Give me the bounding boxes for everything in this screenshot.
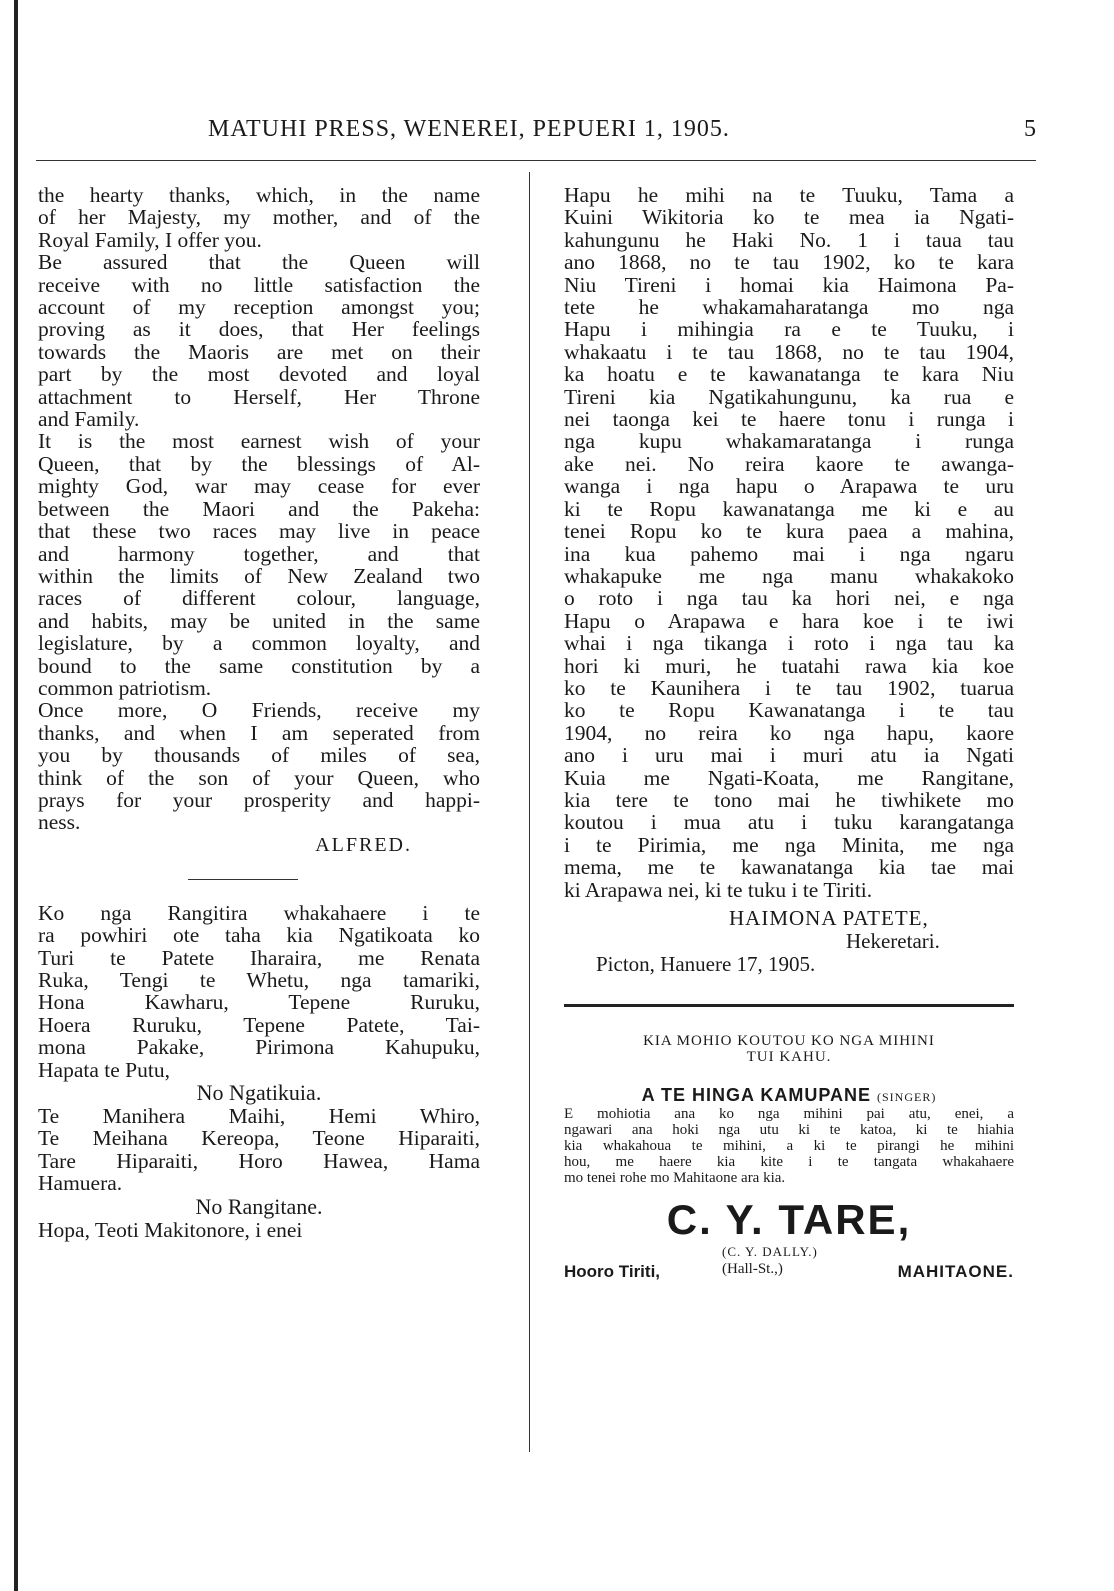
signatory-name: HAIMONA PATETE, — [729, 906, 929, 930]
text-line: nga kupu whakamaratanga i runga — [564, 429, 1014, 454]
text-line: ina kua pahemo mai i nga ngaru — [564, 541, 1014, 566]
text-line: ko te Ropu Kawanatanga i te tau — [564, 698, 1014, 723]
text-line: between the Maori and the Pakeha: — [38, 496, 480, 521]
text-line: that these two races may live in peace — [38, 519, 480, 544]
newspaper-title: MATUHI PRESS, WENEREI, PEPUERI 1, 1905. — [208, 116, 730, 142]
text-line: mo tenei rohe mo Mahitaone ara kia. — [564, 1170, 786, 1186]
text-line: ness. — [38, 810, 81, 835]
text-line: mona Pakake, Pirimona Kahupuku, — [38, 1035, 480, 1060]
text-line: races of different colour, language, — [38, 586, 480, 611]
text-line: nei taonga kei te haere tonu i runga i — [564, 407, 1014, 432]
town-name: MAHITAONE. — [897, 1262, 1014, 1281]
text-line: thanks, and when I am seperated from — [38, 720, 480, 745]
text-line: Hoera Ruruku, Tepene Patete, Tai- — [38, 1012, 480, 1037]
header-divider — [36, 160, 1036, 161]
ad-footer — [564, 1244, 1014, 1284]
text-line: ake nei. No reira kaore te awanga- — [564, 451, 1014, 476]
text-line: Be assured that the Queen will — [38, 250, 480, 275]
right-column — [564, 184, 1014, 1284]
subheading-rangitane: No Rangitane. — [195, 1193, 323, 1219]
text-line: Hopa, Teoti Makitonore, i enei — [38, 1217, 303, 1242]
maori-article-text — [564, 184, 1014, 901]
letter-signature: ALFRED. — [315, 833, 412, 856]
ad-body — [564, 1106, 1014, 1186]
maori-text-block-2 — [38, 1105, 480, 1195]
page-header — [36, 112, 1036, 152]
article-signature — [564, 907, 1014, 976]
text-line: and Family. — [38, 407, 140, 432]
text-line: prays for your prosperity and happi- — [38, 787, 480, 812]
letter-text — [38, 184, 480, 834]
text-line: ki Arapawa nei, ki te tuku i te Tiriti. — [564, 877, 873, 902]
text-line: and harmony together, and that — [38, 541, 480, 566]
column-divider — [529, 172, 530, 1452]
text-line: Hona Kawharu, Tepene Ruruku, — [38, 990, 480, 1015]
street-maori: Hooro Tiriti, — [564, 1262, 661, 1281]
text-line: tenei Ropu ko te kura paea a mahina, — [564, 519, 1014, 544]
text-line: common patriotism. — [38, 675, 212, 700]
text-line: Queen, that by the blessings of Al- — [38, 451, 480, 476]
text-line: Hapu o Arapawa e hara koe i te iwi — [564, 608, 1014, 633]
text-line: Ko nga Rangitira whakahaere i te — [38, 900, 480, 925]
text-line: tete he whakamaharatanga mo nga — [564, 295, 1014, 320]
text-line: Te Meihana Kereopa, Teone Hiparaiti, — [38, 1126, 480, 1151]
ad-heading-line-1: KIA MOHIO KOUTOU KO NGA MIHINI — [643, 1033, 935, 1049]
ad-brand — [564, 1085, 1014, 1106]
text-line: of her Majesty, my mother, and of the — [38, 205, 480, 230]
text-line: towards the Maoris are met on their — [38, 339, 480, 364]
text-line: ngawari ana hoki nga utu ki te katoa, ki te hiahia — [564, 1122, 1014, 1138]
ad-heading-line-2: TUI KAHU. — [746, 1049, 832, 1065]
text-line: you by thousands of miles of sea, — [38, 743, 480, 768]
text-line: wanga i nga hapu o Arapawa te uru — [564, 474, 1014, 499]
text-line: whai i nga tikanga i roto i nga tau ka — [564, 631, 1014, 656]
text-line: Te Manihera Maihi, Hemi Whiro, — [38, 1104, 480, 1129]
text-line: Kuini Wikitoria ko te mea ia Ngati- — [564, 205, 1014, 230]
text-line: Royal Family, I offer you. — [38, 227, 262, 252]
text-line: within the limits of New Zealand two — [38, 563, 480, 588]
text-line: kia tere te tono mai he tiwhikete mo — [564, 787, 1014, 812]
text-line: ra powhiri ote taha kia Ngatikoata ko — [38, 923, 480, 948]
text-line: whakapuke me nga manu whakakoko — [564, 563, 1014, 588]
text-line: Kuia me Ngati-Koata, me Rangitane, — [564, 765, 1014, 790]
text-line: Ruka, Tengi te Whetu, nga tamariki, — [38, 968, 480, 992]
text-line: 1904, no reira ko nga hapu, kaore — [564, 720, 1014, 745]
advertisement — [564, 1033, 1014, 1284]
text-line: proving as it does, that Her feelings — [38, 317, 480, 342]
text-line: Hamuera. — [38, 1171, 123, 1196]
text-line: ko te Kaunihera i te tau 1902, tuarua — [564, 675, 1014, 700]
text-line: hou, me haere kia kite i te tangata whakahaere — [564, 1154, 1014, 1170]
text-line: Hapu i mihingia ra e te Tuuku, i — [564, 317, 1014, 342]
text-line: bound to the same constitution by a — [38, 653, 480, 678]
text-line: Hapu he mihi na te Tuuku, Tama a — [564, 183, 1014, 207]
text-line: kia whakahoua te mihini, a ki te pirangi he mihini — [564, 1138, 1014, 1154]
ad-brand-sub: (SINGER) — [877, 1090, 937, 1104]
text-line: hori ki muri, he tuatahi rawa kia koe — [564, 653, 1014, 678]
text-line: part by the most devoted and loyal — [38, 362, 480, 387]
text-line: Tare Hiparaiti, Horo Hawea, Hama — [38, 1148, 480, 1173]
ad-brand-name: A TE HINGA KAMUPANE — [641, 1085, 871, 1105]
text-line: Turi te Patete Iharaira, me Renata — [38, 945, 480, 970]
merchant-alias: (C. Y. DALLY.) — [722, 1244, 818, 1259]
text-line: Once more, O Friends, receive my — [38, 698, 480, 723]
advertisement-divider — [564, 1004, 1014, 1007]
signature-place-date: Picton, Hanuere 17, 1905. — [596, 952, 816, 976]
text-line: whakaatu i te tau 1868, no te tau 1904, — [564, 339, 1014, 364]
left-column — [38, 184, 480, 1241]
text-line: ka hoatu e te kawanatanga te kara Niu — [564, 362, 1014, 387]
text-line: account of my reception amongst you; — [38, 295, 480, 320]
text-line: ki te Ropu kawanatanga me ki e au — [564, 496, 1014, 521]
text-line: kahungunu he Haki No. 1 i taua tau — [564, 227, 1014, 252]
section-divider — [188, 879, 298, 880]
text-line: think of the son of your Queen, who — [38, 765, 480, 790]
ad-heading — [564, 1033, 1014, 1065]
text-line: Niu Tireni i homai kia Haimona Pa- — [564, 272, 1014, 297]
maori-text-block-1 — [38, 902, 480, 1081]
page-edge-rule — [14, 0, 18, 1591]
page-number: 5 — [1024, 116, 1036, 142]
text-line: o roto i nga tau ka hori nei, e nga — [564, 586, 1014, 611]
text-line: mighty God, war may cease for ever — [38, 474, 480, 499]
text-line: koutou i mua atu i tuku karangatanga — [564, 810, 1014, 835]
maori-text-block-3 — [38, 1219, 480, 1241]
text-line: attachment to Herself, Her Throne — [38, 384, 480, 409]
text-line: E mohiotia ana ko nga mihini pai atu, enei, a — [564, 1106, 1014, 1122]
text-line: ano i uru mai i muri atu ia Ngati — [564, 743, 1014, 768]
text-line: i te Pirimia, me nga Minita, me nga — [564, 832, 1014, 857]
text-line: ano 1868, no te tau 1902, ko te kara — [564, 250, 1014, 275]
text-line: receive with no little satisfaction the — [38, 272, 480, 297]
text-line: Tireni kia Ngatikahungunu, ka rua e — [564, 384, 1014, 409]
signatory-role: Hekeretari. — [846, 929, 940, 953]
text-line: mema, me te kawanatanga kia tae mai — [564, 855, 1014, 880]
street-english: (Hall-St.,) — [722, 1261, 783, 1277]
text-line: legislature, by a common loyalty, and — [38, 631, 480, 656]
merchant-name: C. Y. TARE, — [666, 1196, 912, 1243]
text-line: and habits, may be united in the same — [38, 608, 480, 633]
text-line: the hearty thanks, which, in the name — [38, 183, 480, 207]
text-line: It is the most earnest wish of your — [38, 429, 480, 454]
text-line: Hapata te Putu, — [38, 1057, 170, 1082]
subheading-ngatikuia: No Ngatikuia. — [196, 1080, 322, 1106]
